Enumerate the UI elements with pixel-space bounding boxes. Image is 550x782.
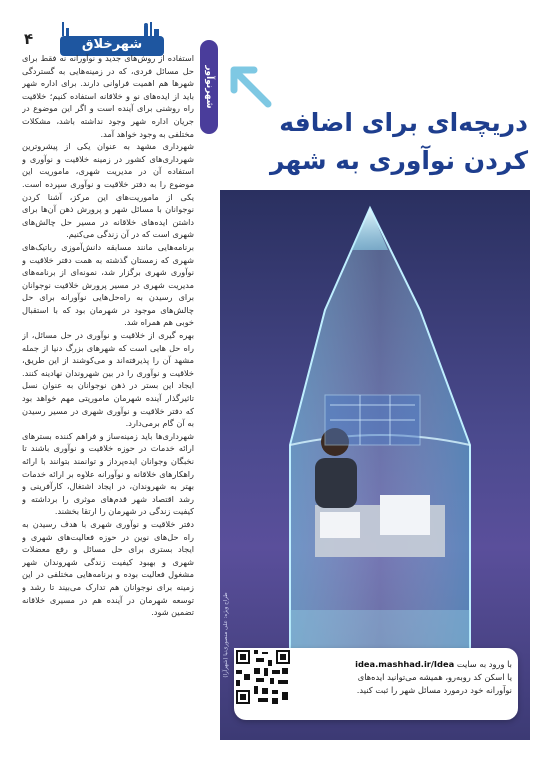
illustration <box>220 190 530 740</box>
arrow-up-left-icon <box>228 64 272 108</box>
article-paragraph: دفتر خلاقیت و نوآوری شهری با هدف رسیدن به راه حل‌های نوین در حوزه فعالیت‌های شهری و ایجاد بستری برای حل مسائل و رفع معضلات شهری و بهبود کیفیت زندگی شهروندان شهر مشغول فعالیت بوده و برنامه‌هایی مختلفی در این زمینه برای نوجوانان هم تدارک می‌بیند تا رشد و توسعه شهرمان در آینده هم در مسیری خلاقانه تضمین شود. <box>22 518 194 618</box>
cta-prefix: با ورود به سایت <box>456 659 512 669</box>
qr-code-icon[interactable] <box>234 648 292 706</box>
image-credit: طراح ویژه: علی منصوری‌نیا (شهرآرا) <box>223 592 229 678</box>
section-label: شهرنوآور <box>204 65 214 109</box>
article-paragraph: برنامه‌هایی مانند مسابقه دانش‌آموزی رباتیک‌های شهری که زمستان گذشته به همت دفتر خلاقیت و نوآوری شهری برگزار شد، نمونه‌ای از برنامه‌های مدیریت شهری در مسیر پرورش خلاقیت نوجوانان برای رسیدن به راه‌حل‌هایی نوآورانه برای حل چالش‌های موجود در شهرمان بود که با استقبال خوبی هم همراه شد. <box>22 241 194 328</box>
idea-website-link[interactable]: idea.mashhad.ir/Idea <box>355 659 455 669</box>
submit-idea-box <box>234 648 518 720</box>
article-paragraph: شهرداری مشهد به عنوان یکی از پیشروترین شهرداری‌های کشور در زمینه خلاقیت و نوآوری و استفاده آن در مدیریت شهری، ماموریت این موضوع را به دفتر خلاقیت و نوآوری سپرده است. یکی از ماموریت‌های این مرکز، آشنا کردن نوجوانان با مسائل شهر و پرورش ذهن آن‌ها برای داشتن ایده‌های خلاقانه در مسیر حل چالش‌های شهری است که در آن زندگی می‌کنیم. <box>22 141 194 240</box>
article-headline <box>232 104 528 180</box>
headline-line-1: دریچه‌ای برای اضافه <box>279 108 528 137</box>
logo-text: شهرخلاق <box>81 37 143 52</box>
article-paragraph: شهرداری‌ها باید زمینه‌ساز و فراهم کننده بسترهای ارائه خدمات در حوزه خلاقیت و نوآوری باشند تا نخبگان وجوانان ایده‌پرداز و توانمند بتوانند با ارائه راهکارهای خلاقانه و نوآورانه علاوه بر ارائه خدمات بهتر به شهروندان، در ایجاد اشتغال، کارآفرینی و رشد اقتصاد شهر قدم‌های موثری را برداشته و کیفیت زندگی در شهرمان را ارتقا بخشند. <box>22 430 194 517</box>
cta-line-3: نوآورانه خود درمورد مسائل شهر را ثبت کنید. <box>356 685 512 695</box>
section-tab <box>200 40 218 134</box>
article-paragraph: بهره گیری از خلاقیت و نوآوری در حل مسائل، از راه حل هایی است که شهرهای بزرگ دنیا از جمله مشهد آن را پذیرفته‌اند و می‌کوشند از این طریق، خلاقیت و نوآوری را در بین شهروندان نهادینه کنند. ایجاد این بستر در ذهن نوجوانان به عنوان نسل تاثیرگذار آینده شهرمان ماموریتی مهم خواهد بود که دفتر خلاقیت و نوآوری شهری در مسیر رسیدن به آن گام برمی‌دارد. <box>22 330 194 429</box>
submit-idea-text <box>308 658 512 697</box>
headline-line-2: کردن نوآوری به شهر <box>269 146 528 175</box>
article-paragraph: استفاده از روش‌های جدید و نوآورانه نه فقط برای حل مسائل فردی، که در زمینه‌هایی به گستردگی شهرها هم اهمیت فراوانی دارند. برای اداره شهر باید از ایده‌های نو و خلاقانه استفاده کنیم؛ خلاقیت راه روشنی برای آینده است و اگر این موضوع در جریان اداره شهر وجود نداشته باشد، مشکلات مختلفی به وجود خواهد آمد. <box>22 53 194 139</box>
article-body <box>22 52 194 742</box>
cta-line-2: یا اسکن کد روبه‌رو، همیشه می‌توانید ایده‌های <box>357 672 512 682</box>
page-number: ۴ <box>24 30 34 48</box>
